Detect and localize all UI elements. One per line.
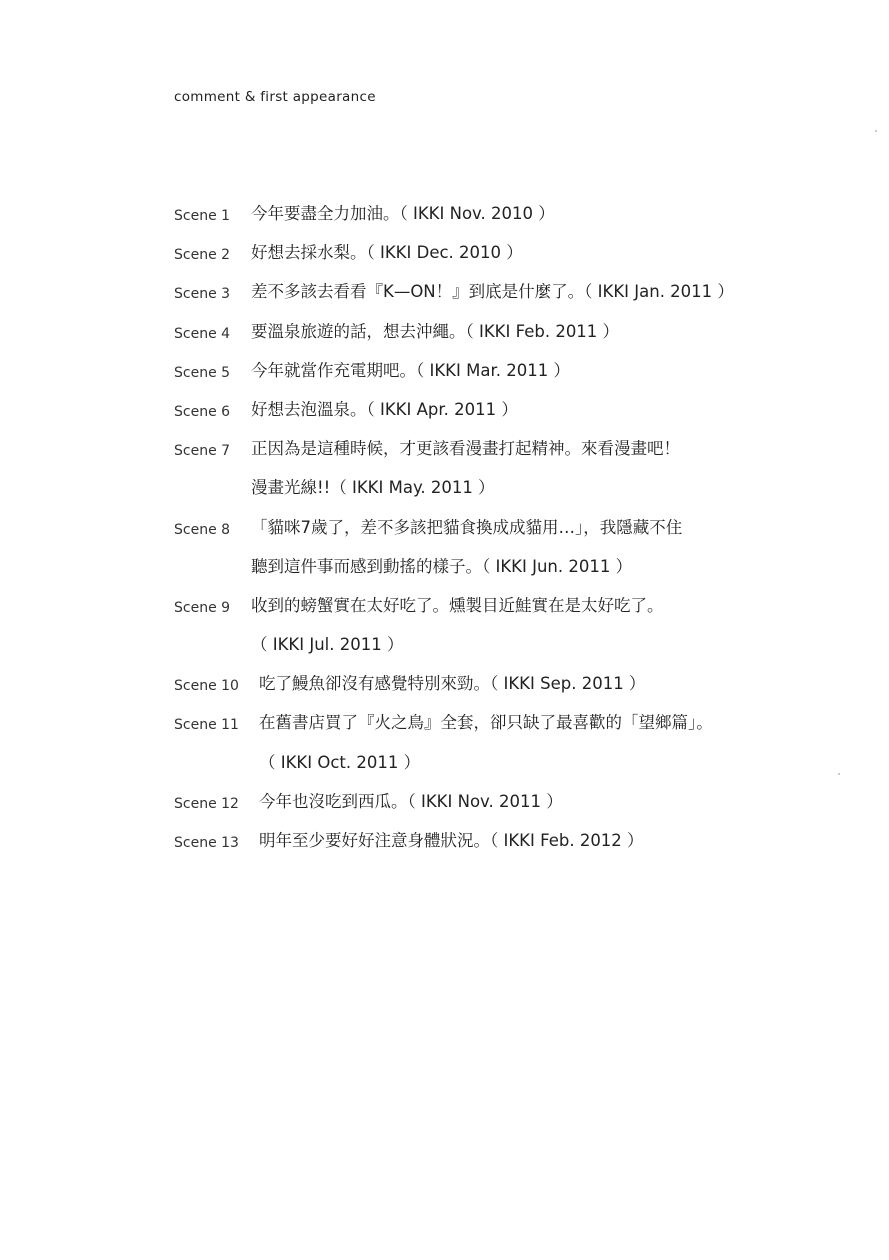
scene-entry-continuation: [174, 477, 814, 516]
scene-entry: [174, 399, 814, 438]
scene-label: Scene 13: [174, 835, 239, 851]
scene-label: Scene 7: [174, 443, 231, 460]
scene-list: [174, 203, 814, 869]
scene-entry: [174, 712, 814, 751]
scene-entry: [174, 517, 814, 556]
scene-label: Scene 12: [174, 795, 239, 812]
scene-label: Scene 9: [174, 599, 231, 616]
scene-comment: 「貓咪7歲了，差不多該把貓食換成成貓用…」，我隱藏不住: [251, 517, 683, 537]
scene-entry: [174, 242, 814, 281]
scene-comment: 今年就當作充電期吧。（ IKKI Mar. 2011 ）: [251, 360, 570, 380]
scan-speck: [838, 773, 840, 775]
scene-entry: [174, 673, 814, 712]
scene-label: [174, 752, 259, 754]
scene-comment: 在舊書店買了『火之鳥』全套，卻只缺了最喜歡的「望鄉篇」。: [259, 713, 713, 733]
scene-label: Scene 11: [174, 717, 239, 734]
scene-entry: [174, 438, 814, 477]
scene-entry-continuation: [174, 752, 814, 791]
scene-entry-continuation: [174, 634, 814, 673]
scene-comment: 收到的螃蟹實在太好吃了。燻製目近鮭實在是太好吃了。: [251, 595, 664, 615]
scene-label: Scene 5: [174, 364, 231, 381]
scene-comment: 吃了鰻魚卻沒有感覺特別來勁。（ IKKI Sep. 2011 ）: [259, 674, 646, 694]
scene-label: Scene 2: [174, 247, 231, 264]
scene-comment: 好想去採水梨。（ IKKI Dec. 2010 ）: [251, 243, 523, 263]
scene-label: Scene 1: [174, 208, 231, 224]
scene-entry-continuation: [174, 556, 814, 595]
scene-entry: [174, 830, 814, 869]
scene-label: Scene 10: [174, 678, 239, 695]
scene-label: [174, 477, 251, 479]
scene-entry: [174, 203, 814, 242]
scene-comment: （ IKKI Oct. 2011 ）: [259, 752, 421, 772]
scene-entry: [174, 595, 814, 634]
scene-comment: 今年也沒吃到西瓜。（ IKKI Nov. 2011 ）: [259, 791, 563, 811]
scene-entry: [174, 360, 814, 399]
scene-comment: （ IKKI Jul. 2011 ）: [251, 635, 404, 655]
scene-label: Scene 8: [174, 521, 231, 538]
scene-entry: [174, 281, 814, 320]
scene-comment: 今年要盡全力加油。（ IKKI Nov. 2010 ）: [251, 204, 555, 223]
scene-label: Scene 3: [174, 286, 231, 303]
scan-speck: [875, 130, 877, 132]
scene-comment: 好想去泡溫泉。（ IKKI Apr. 2011 ）: [251, 399, 518, 419]
scene-comment: 正因為是這種時候，才更該看漫畫打起精神。來看漫畫吧！: [251, 439, 680, 459]
page-heading: comment & first appearance: [174, 89, 376, 105]
scene-label: Scene 4: [174, 325, 231, 342]
scene-label: [174, 634, 251, 636]
scene-label: [174, 556, 251, 558]
scene-entry: [174, 791, 814, 830]
scene-comment: 差不多該去看看『K—ON！』到底是什麼了。（ IKKI Jan. 2011 ）: [251, 282, 734, 302]
scene-entry: [174, 321, 814, 360]
scene-label: Scene 6: [174, 403, 231, 420]
scene-comment: 聽到這件事而感到動搖的樣子。（ IKKI Jun. 2011 ）: [251, 556, 633, 576]
scene-comment: 漫畫光線!!（ IKKI May. 2011 ）: [251, 478, 495, 498]
scene-comment: 明年至少要好好注意身體狀況。（ IKKI Feb. 2012 ）: [259, 831, 644, 850]
scene-comment: 要溫泉旅遊的話，想去沖繩。（ IKKI Feb. 2011 ）: [251, 321, 620, 341]
